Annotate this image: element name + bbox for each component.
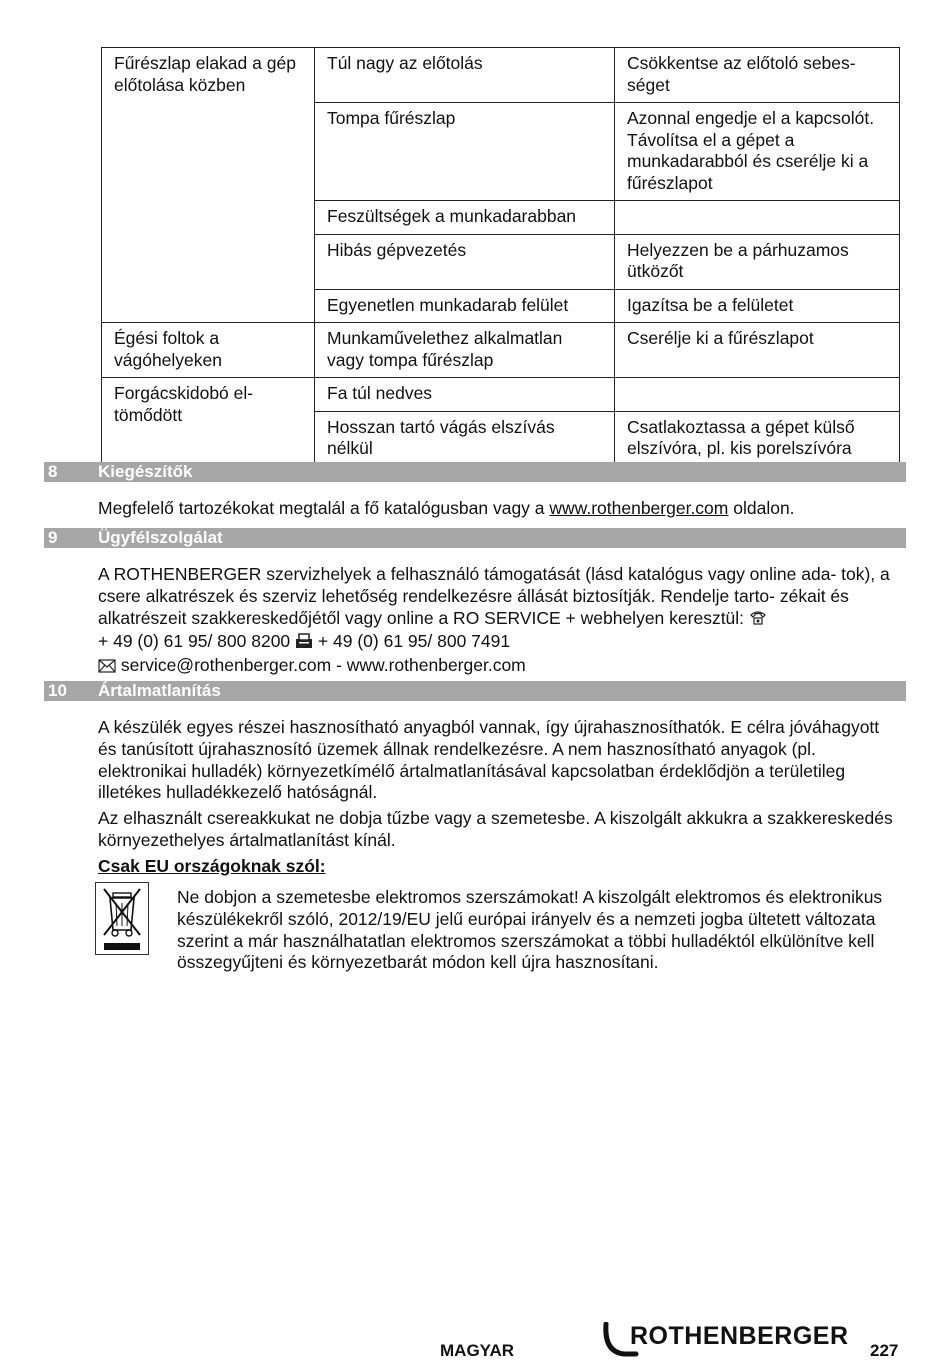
remedy-cell — [615, 378, 900, 412]
envelope-icon — [98, 657, 116, 679]
remedy-cell: Azonnal engedje el a kapcsolót. Távolítsa el a gépet a munkadarabból és cserélje ki a fűrészlapot — [615, 103, 900, 201]
cause-cell: Egyenetlen munkadarab felület — [315, 289, 615, 323]
fax-number: + 49 (0) 61 95/ 800 7491 — [317, 631, 511, 652]
table-row — [102, 378, 900, 412]
section-title: Ügyfélszolgálat — [98, 528, 223, 547]
cause-cell: Fa túl nedves — [315, 378, 615, 412]
remedy-cell: Helyezzen be a párhuzamos ütközőt — [615, 234, 900, 289]
remedy-cell: Csatlakoztassa a gépet külső elszívóra, pl. kis porelszívóra — [615, 411, 900, 466]
accessories-text — [98, 498, 898, 520]
remedy-cell: Cserélje ki a fűrészlapot — [615, 323, 900, 378]
disposal-paragraph-2: Az elhasznált csereakkukat ne dobja tűzbe vagy a szemetesbe. A kiszolgált akkukra a szakkereskedés környezethelyes ártalmatlanítást kínál. — [98, 808, 893, 850]
contact-email-web: service@rothenberger.com - www.rothenberger.com — [120, 655, 526, 676]
troubleshooting-table — [101, 47, 900, 467]
section-title: Kiegészítők — [98, 462, 193, 481]
fault-cell: Forgácskidobó el- tömődött — [102, 378, 315, 467]
eu-disposal-text: Ne dobjon a szemetesbe elektromos szerszámokat! A kiszolgált elektromos és elektronikus készülékekről szóló, 2012/19/EU jelű európai irányelv és a nemzeti jogba ültetett változata szerint a már használhatatlan elektromos szerszámokat a többi hulladéktól elkülönítve kell összegyűjteni és környezetbarát módon kell újra hasznosítani. — [177, 887, 883, 973]
fax-icon — [295, 633, 313, 655]
fault-cell: Fűrészlap elakad a gép előtolása közben — [102, 48, 315, 323]
cause-cell: Hosszan tartó vágás elszívás nélkül — [315, 411, 615, 466]
accessories-text-start: Megfelelő tartozékokat megtalál a fő katalógusban vagy a — [98, 498, 550, 518]
remedy-cell — [615, 201, 900, 235]
cause-cell: Munkaművelethez alkalmatlan vagy tompa fűrészlap — [315, 323, 615, 378]
section-heading-accessories — [44, 462, 906, 482]
section-heading-disposal — [44, 681, 906, 701]
section-number: 9 — [48, 528, 58, 547]
brand-logo — [602, 1322, 852, 1358]
section-heading-customer-service — [44, 528, 906, 548]
fault-cell: Égési foltok a vágóhelyeken — [102, 323, 315, 378]
cause-cell: Feszültségek a munkadarabban — [315, 201, 615, 235]
crossed-out-wheeled-bin-icon — [95, 882, 149, 955]
phone-icon — [749, 610, 767, 632]
page-number: 227 — [870, 1341, 899, 1360]
table-row — [102, 48, 900, 103]
accessories-text-end: oldalon. — [728, 498, 795, 518]
disposal-paragraph-1: A készülék egyes részei hasznosítható anyagból vannak, így újrahasznosíthatók. E célra jóváhagyott és tanúsított újrahasznosító üzemek állnak rendelkezésre. A nem hasznosítható anyagok (pl. elektronikai hulladék) környezetkímélő ártalmatlanításával kapcsolatban érdeklődjön a területileg illetékes hulladékkezelő hatóságnál. — [98, 717, 880, 803]
customer-service-text — [98, 564, 898, 679]
brand-wordmark: ROTHENBERGER — [630, 1322, 849, 1350]
table-row — [102, 323, 900, 378]
eu-only-heading: Csak EU országoknak szól: — [98, 856, 326, 876]
phone-number: + 49 (0) 61 95/ 800 8200 — [98, 631, 291, 652]
remedy-cell: Csökkentse az előtoló sebes- séget — [615, 48, 900, 103]
section-number: 10 — [48, 681, 67, 700]
section-number: 8 — [48, 462, 58, 481]
website-link[interactable]: www.rothenberger.com — [549, 498, 729, 518]
footer-language: MAGYAR — [440, 1341, 514, 1360]
cause-cell: Túl nagy az előtolás — [315, 48, 615, 103]
customer-service-body: A ROTHENBERGER szervizhelyek a felhasználó támogatását (lásd katalógus vagy online ada- tok), a csere alkatrészek és szerviz lehetőség rendelkezésre állását biztosítják. Rendelje tarto- zékait és alkatrészeit szakkereskedőjétől vagy online a RO SERVICE + webhelyen keresztül: — [98, 564, 890, 628]
remedy-cell: Igazítsa be a felületet — [615, 289, 900, 323]
cause-cell: Hibás gépvezetés — [315, 234, 615, 289]
cause-cell: Tompa fűrészlap — [315, 103, 615, 201]
section-title: Ártalmatlanítás — [98, 681, 221, 700]
